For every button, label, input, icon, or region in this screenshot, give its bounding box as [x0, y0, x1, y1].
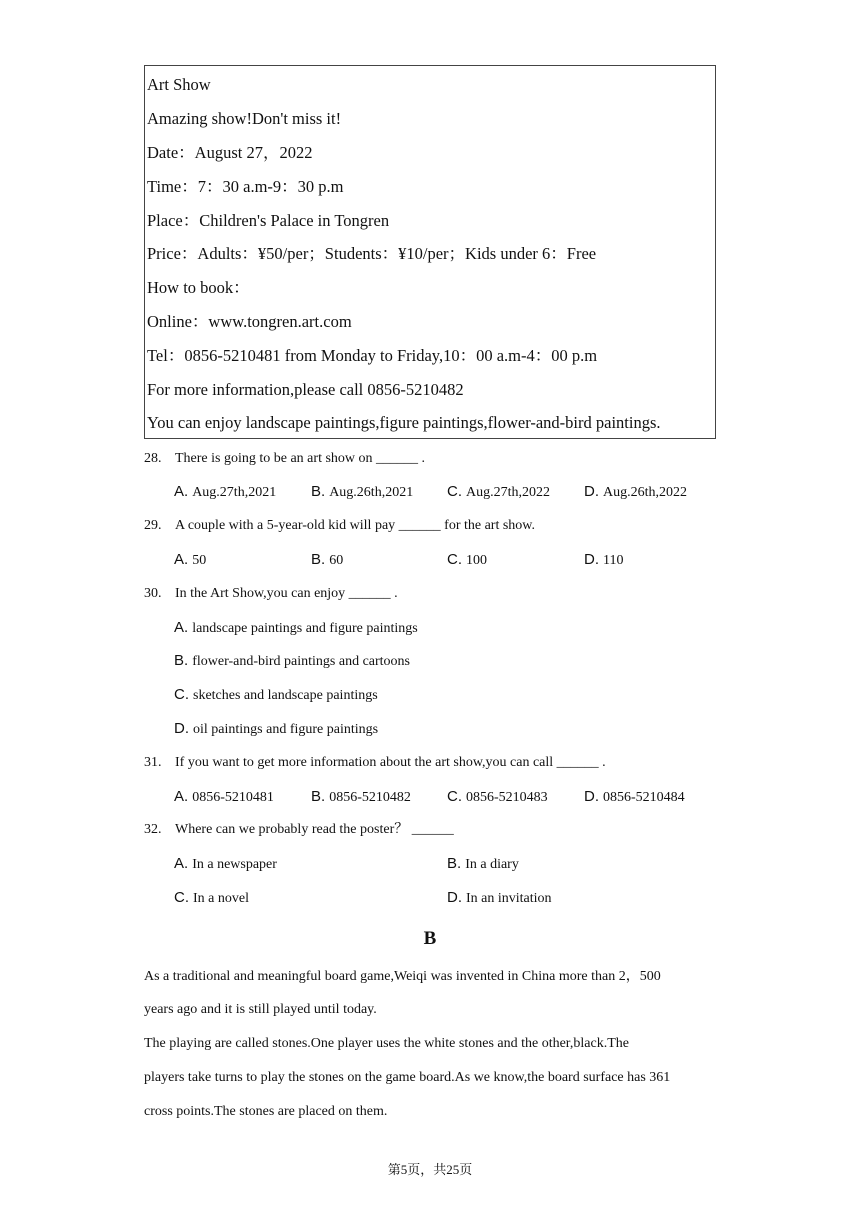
question-text: A couple with a 5-year-old kid will pay ______ for the art show. [175, 518, 536, 533]
passage-line: cross points.The stones are placed on them. [144, 1104, 388, 1119]
question-number: 31. [144, 755, 162, 770]
option-32-d[interactable]: D. In an invitation [447, 889, 552, 906]
option-31-d[interactable]: D. 0856-5210484 [584, 788, 685, 805]
option-29-a[interactable]: A. 50 [174, 551, 207, 568]
poster-title: Art Show [147, 75, 211, 94]
poster-enjoy: You can enjoy landscape paintings,figure paintings,flower-and-bird paintings. [147, 413, 661, 432]
option-32-a[interactable]: A. In a newspaper [174, 855, 277, 872]
page-number-footer: 第5页，共25页 [387, 1162, 473, 1177]
passage-line: As a traditional and meaningful board game,Weiqi was invented in China more than 2，500 [144, 969, 661, 984]
option-31-c[interactable]: C. 0856-5210483 [447, 788, 548, 805]
option-29-d[interactable]: D. 110 [584, 551, 624, 568]
question-text: If you want to get more information about the art show,you can call ______ . [175, 755, 606, 770]
option-30-a[interactable]: A. landscape paintings and figure paintings [174, 619, 418, 636]
poster-place: Place：Children's Palace in Tongren [147, 211, 390, 230]
option-28-a[interactable]: A. Aug.27th,2021 [174, 483, 277, 500]
question-29 [144, 516, 535, 536]
poster-slogan: Amazing show!Don't miss it! [147, 109, 342, 128]
question-text: Where can we probably read the poster？ ______ [175, 822, 454, 837]
option-28-b[interactable]: B. Aug.26th,2021 [311, 483, 414, 500]
passage-line: players take turns to play the stones on the game board.As we know,the board surface has 361 [144, 1070, 671, 1085]
poster-time: Time：7：30 a.m-9：30 p.m [147, 177, 344, 196]
passage-line: years ago and it is still played until today. [144, 1002, 377, 1017]
poster-price: Price：Adults：¥50/per；Students：¥10/per；Kids under 6：Free [147, 244, 597, 263]
question-number: 28. [144, 451, 162, 466]
option-32-c[interactable]: C. In a novel [174, 889, 249, 906]
poster-date: Date：August 27，2022 [147, 143, 313, 162]
question-31 [144, 753, 606, 773]
question-number: 32. [144, 822, 162, 837]
option-31-b[interactable]: B. 0856-5210482 [311, 788, 411, 805]
question-30 [144, 584, 398, 604]
option-30-d[interactable]: D. oil paintings and figure paintings [174, 720, 379, 737]
option-32-b[interactable]: B. In a diary [447, 855, 519, 872]
art-show-poster [144, 65, 716, 439]
question-number: 29. [144, 518, 162, 533]
passage-line: The playing are called stones.One player uses the white stones and the other,black.The [144, 1036, 629, 1051]
section-b-title: B [423, 928, 437, 949]
question-32 [144, 820, 454, 840]
option-28-c[interactable]: C. Aug.27th,2022 [447, 483, 550, 500]
question-text: There is going to be an art show on ______ . [175, 451, 426, 466]
option-29-c[interactable]: C. 100 [447, 551, 487, 568]
poster-tel: Tel：0856-5210481 from Monday to Friday,10：00 a.m-4：00 p.m [147, 346, 598, 365]
question-number: 30. [144, 586, 162, 601]
option-30-b[interactable]: B. flower-and-bird paintings and cartoons [174, 652, 411, 669]
poster-online: Online：www.tongren.art.com [147, 312, 352, 331]
poster-how-to-book: How to book： [147, 278, 250, 297]
option-29-b[interactable]: B. 60 [311, 551, 344, 568]
poster-more-info: For more information,please call 0856-5210482 [147, 380, 464, 399]
option-31-a[interactable]: A. 0856-5210481 [174, 788, 274, 805]
question-28 [144, 449, 425, 469]
option-30-c[interactable]: C. sketches and landscape paintings [174, 686, 378, 703]
question-text: In the Art Show,you can enjoy ______ . [175, 586, 398, 601]
option-28-d[interactable]: D. Aug.26th,2022 [584, 483, 687, 500]
